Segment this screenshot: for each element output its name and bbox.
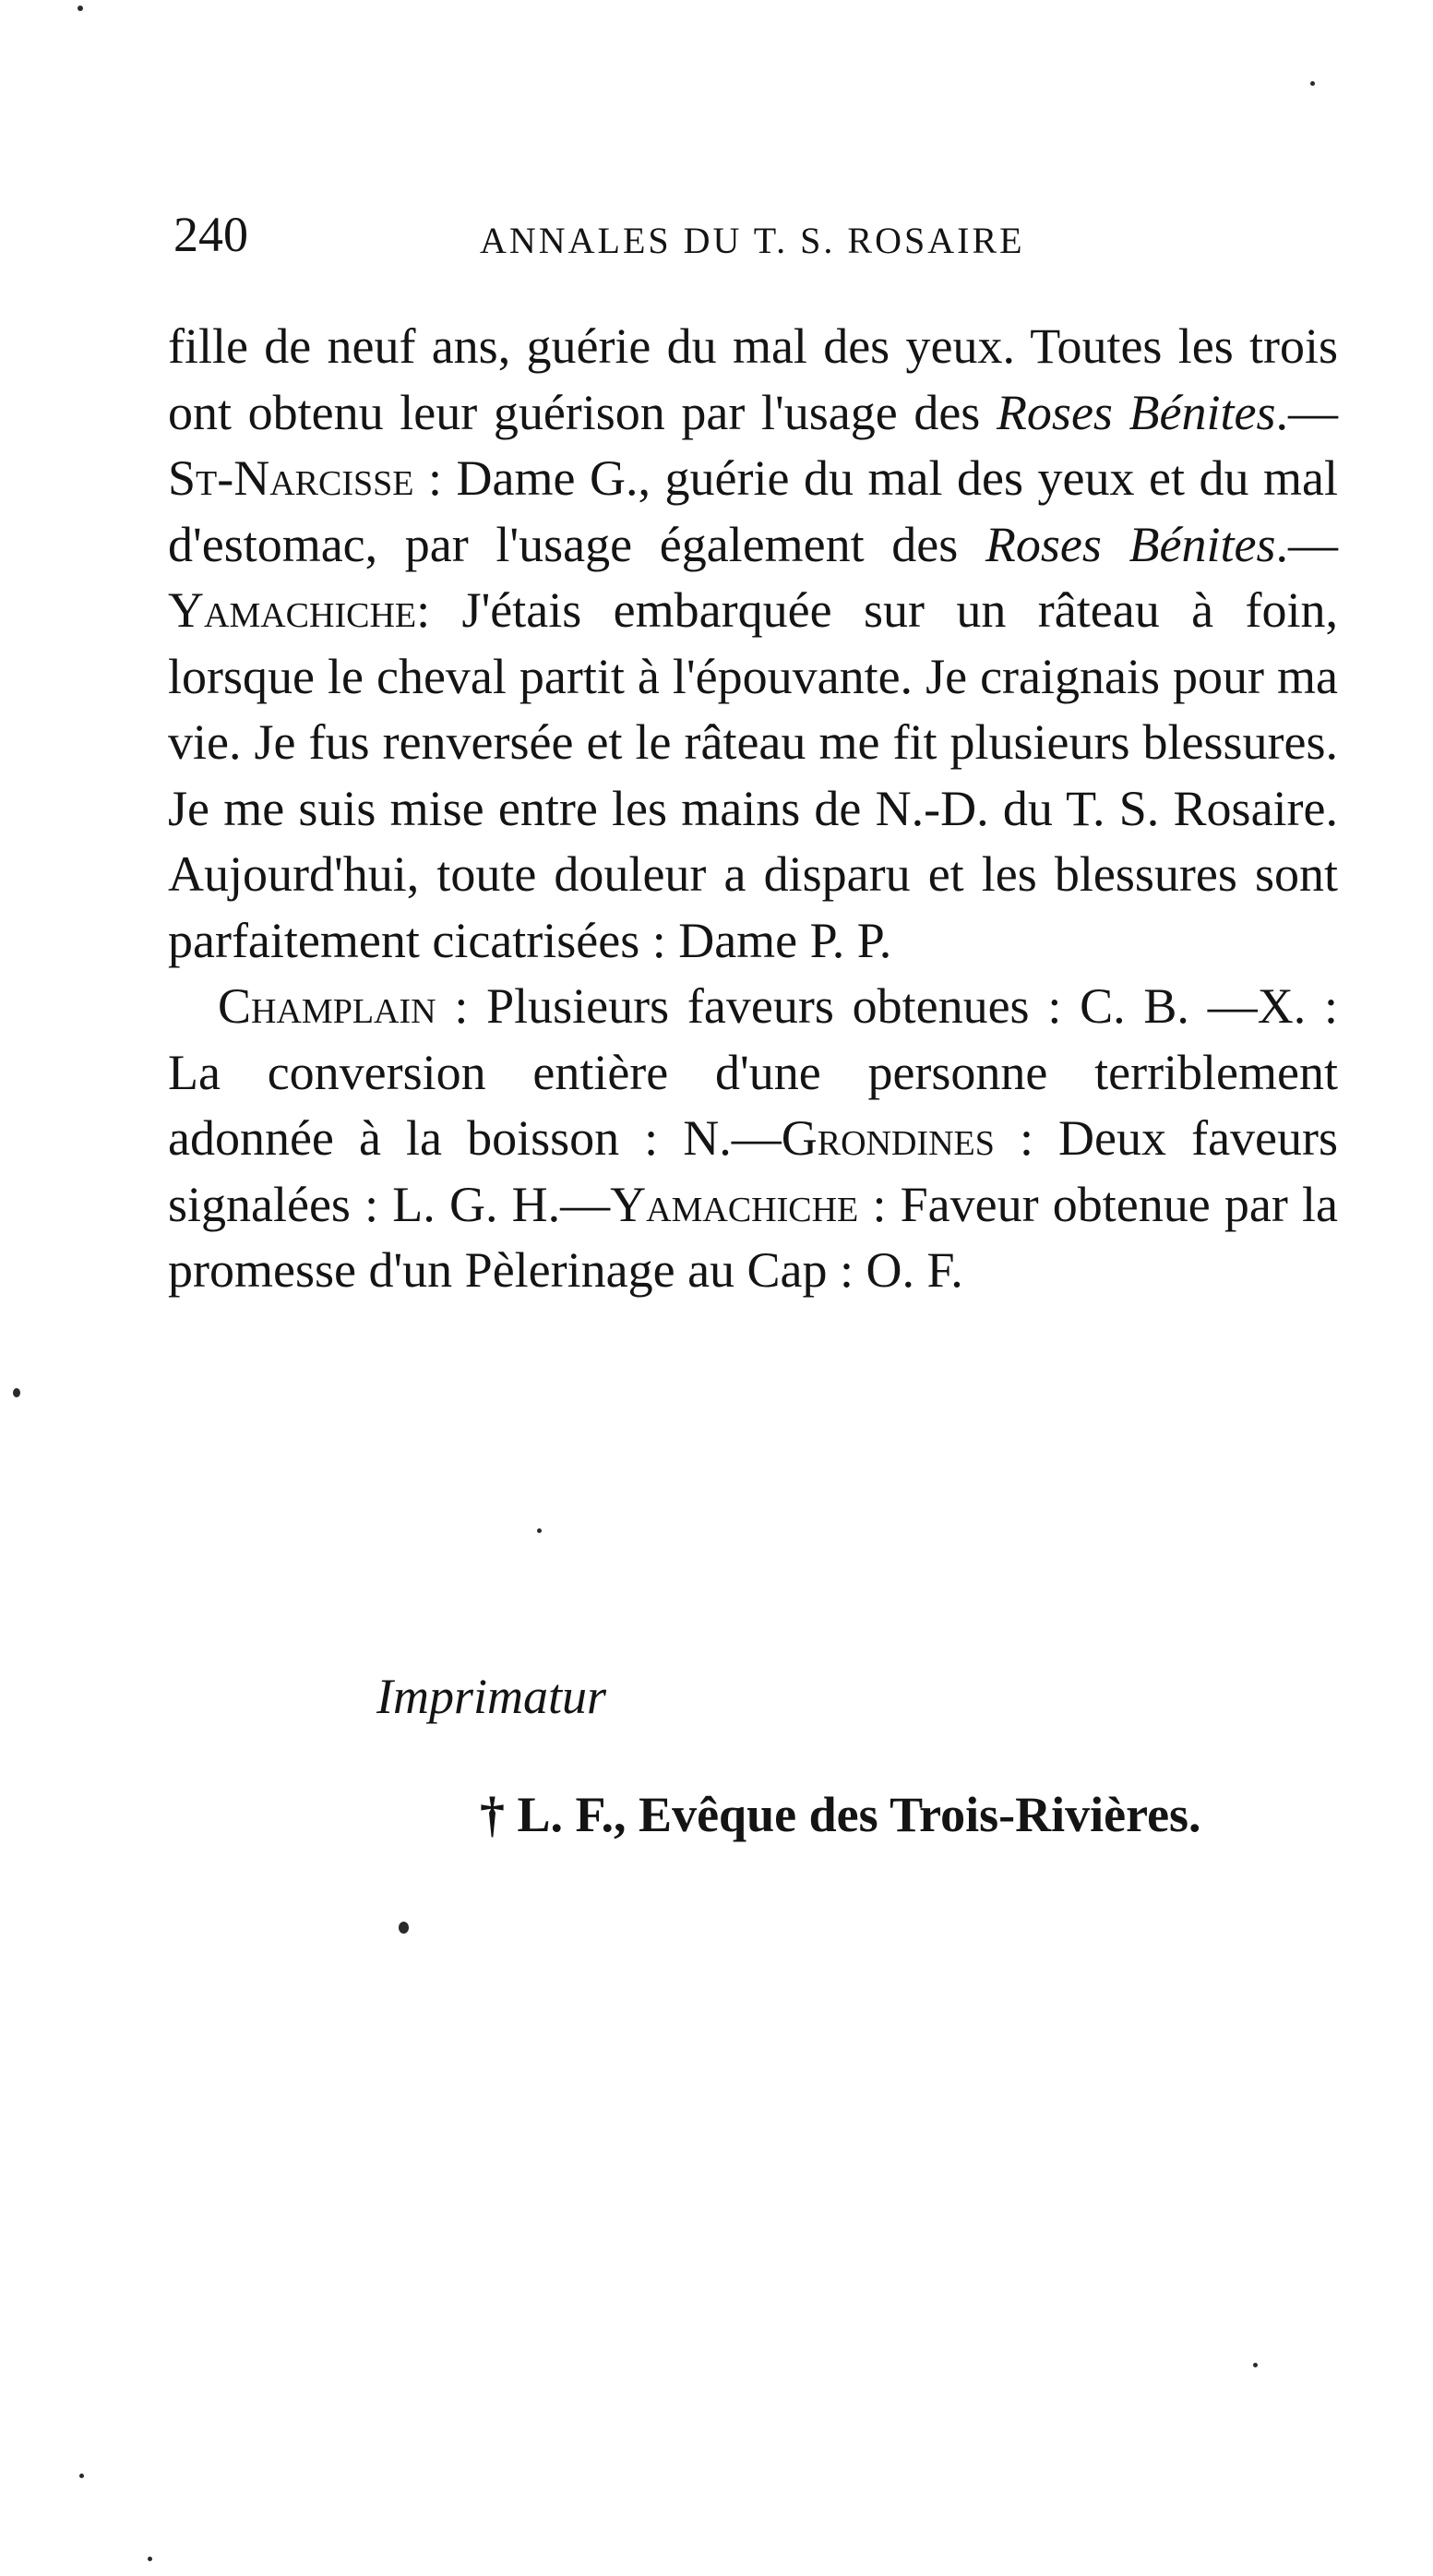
- paragraph-2-text-2: : Deux faveurs signalées : L. G. H.—: [168, 1110, 1339, 1232]
- paragraph-1-text-3: : Dame G., guérie du mal des yeux et du mal d'estomac, par l'usage également des: [168, 450, 1338, 572]
- imprimatur-signature: † L. F., Evêque des Trois-Rivières.: [480, 1787, 1201, 1842]
- scan-speck: [79, 2474, 84, 2478]
- paragraph-2-text-1: : Plusieurs faveurs obtenues : C. B. —X. : La conversion entière d'une personne terriblement adonnée à la boisson : N.—: [168, 978, 1338, 1166]
- paragraph-1-text-2: .—: [1275, 384, 1338, 440]
- body-text: [168, 314, 1338, 1304]
- scan-speck: [148, 2557, 152, 2561]
- place-yamachiche-1: Yamachiche: [168, 582, 417, 638]
- place-grondines: Grondines: [781, 1110, 995, 1166]
- scan-speck: [13, 1388, 20, 1397]
- paragraph-1-text-5: : J'étais embarquée sur un râteau à foin, lorsque le cheval partit à l'épouvante. Je craignais pour ma vie. Je fus renversée et le râteau me fit plusieurs blessures. Je me suis mise entre les mains de N.-D. du T. S. Rosaire. Aujourd'hui, toute douleur a disparu et les blessures sont parfaitement cicatrisées : Dame P. P.: [168, 582, 1338, 968]
- scan-speck: [78, 6, 83, 11]
- paragraph-1-text-1: fille de neuf ans, guérie du mal des yeux. Toutes les trois ont obtenu leur guérison par l'usage des: [168, 318, 1338, 440]
- paragraph-2-text-3: : Faveur obtenue par la promesse d'un Pèlerinage au Cap : O. F.: [168, 1176, 1339, 1298]
- scan-speck: [1253, 2363, 1258, 2367]
- paragraph-1-text-4: .—: [1275, 516, 1338, 572]
- place-yamachiche-2: Yamachiche: [610, 1176, 859, 1232]
- scan-speck: [537, 1528, 542, 1533]
- roses-benites-2: Roses Bénites: [985, 516, 1276, 572]
- page-number: 240: [173, 207, 248, 262]
- running-head: ANNALES DU T. S. ROSAIRE: [480, 220, 1025, 261]
- paragraph-2: [168, 974, 1338, 1304]
- place-champlain: Champlain: [218, 978, 436, 1034]
- imprimatur-label: Imprimatur: [376, 1669, 607, 1724]
- scan-speck: [399, 1922, 409, 1934]
- roses-benites-1: Roses Bénites: [996, 384, 1276, 440]
- paragraph-1: [168, 314, 1338, 974]
- place-st-narcisse: St-Narcisse: [168, 450, 414, 506]
- scan-speck: [1310, 81, 1315, 86]
